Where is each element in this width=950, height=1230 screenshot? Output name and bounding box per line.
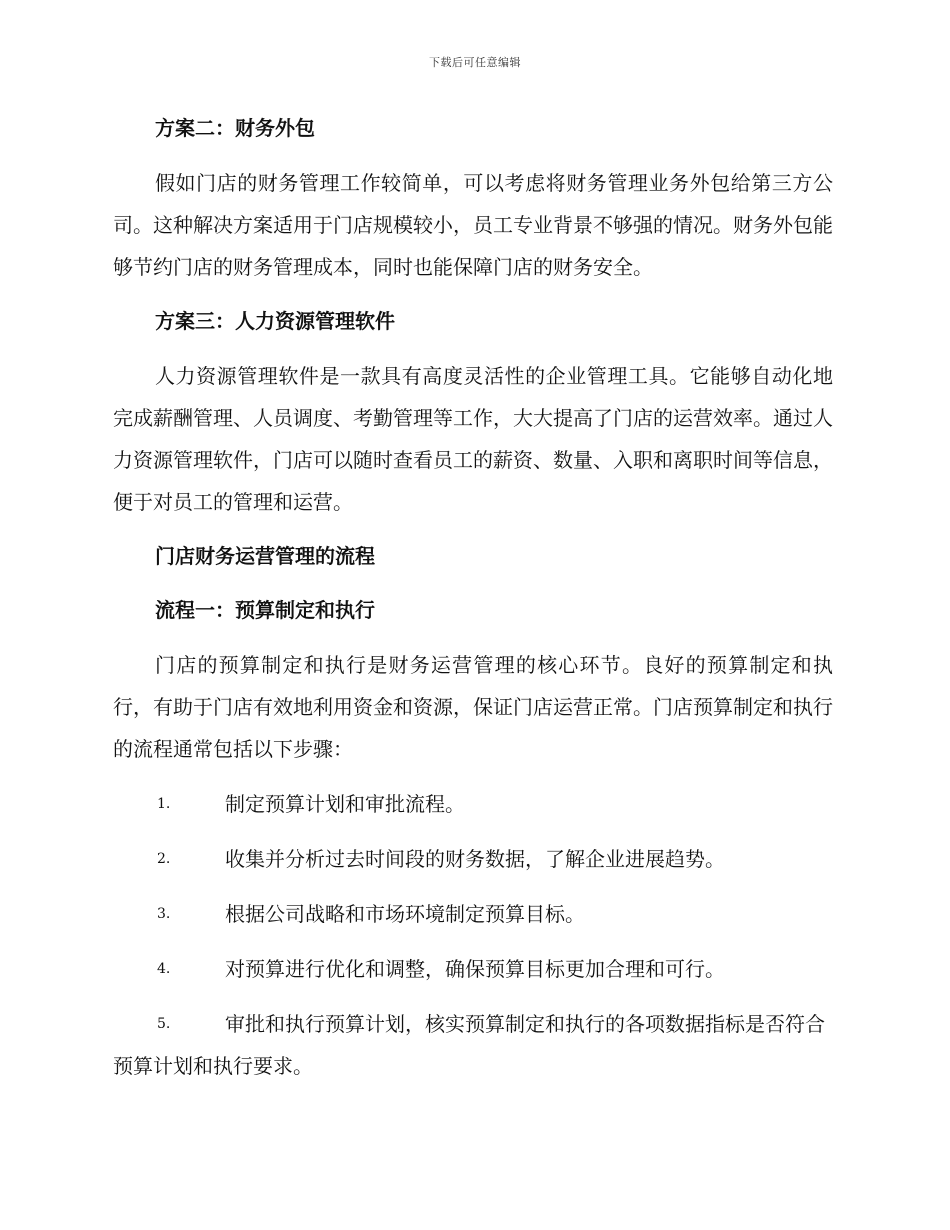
list-number: 5. — [157, 1016, 171, 1032]
list-item — [113, 893, 833, 935]
page-header: 下载后可任意编辑 — [429, 56, 521, 69]
list-number: 1. — [157, 796, 171, 812]
list-item-text: 收集并分析过去时间段的财务数据，了解企业进展趋势。 — [225, 847, 725, 871]
list-item — [113, 838, 833, 880]
list-item-text: 对预算进行优化和调整，确保预算目标更加合理和可行。 — [225, 957, 725, 981]
list-number: 2. — [157, 851, 171, 867]
list-item-text: 审批和执行预算计划，核实预算制定和执行的各项数据指标是否符合预算计划和执行要求。 — [113, 1012, 825, 1078]
document-body — [113, 108, 833, 1100]
list-number: 4. — [157, 961, 171, 977]
list-number: 3. — [157, 906, 171, 922]
section-heading-process: 门店财务运营管理的流程 — [155, 544, 375, 568]
paragraph-hr-software: 人力资源管理软件是一款具有高度灵活性的企业管理工具。它能够自动化地完成薪酬管理、人员调度、考勤管理等工作，大大提高了门店的运营效率。通过人力资源管理软件，门店可以随时查看员工的薪资、数量、入职和离职时间等信息，便于对员工的管理和运营。 — [113, 364, 833, 514]
list-item-text: 根据公司战略和市场环境制定预算目标。 — [225, 902, 585, 926]
list-item — [113, 948, 833, 990]
section-heading-plan-three: 方案三：人力资源管理软件 — [155, 309, 395, 333]
list-item — [113, 783, 833, 825]
paragraph-outsourcing: 假如门店的财务管理工作较简单，可以考虑将财务管理业务外包给第三方公司。这种解决方案适用于门店规模较小，员工专业背景不够强的情况。财务外包能够节约门店的财务管理成本，同时也能保障门店的财务安全。 — [113, 171, 833, 279]
list-item — [113, 1003, 833, 1087]
section-heading-process-one: 流程一：预算制定和执行 — [155, 598, 375, 622]
section-heading-plan-two: 方案二：财务外包 — [155, 116, 315, 140]
paragraph-budget: 门店的预算制定和执行是财务运营管理的核心环节。良好的预算制定和执行，有助于门店有效地利用资金和资源，保证门店运营正常。门店预算制定和执行的流程通常包括以下步骤： — [113, 653, 833, 761]
list-item-text: 制定预算计划和审批流程。 — [225, 792, 465, 816]
